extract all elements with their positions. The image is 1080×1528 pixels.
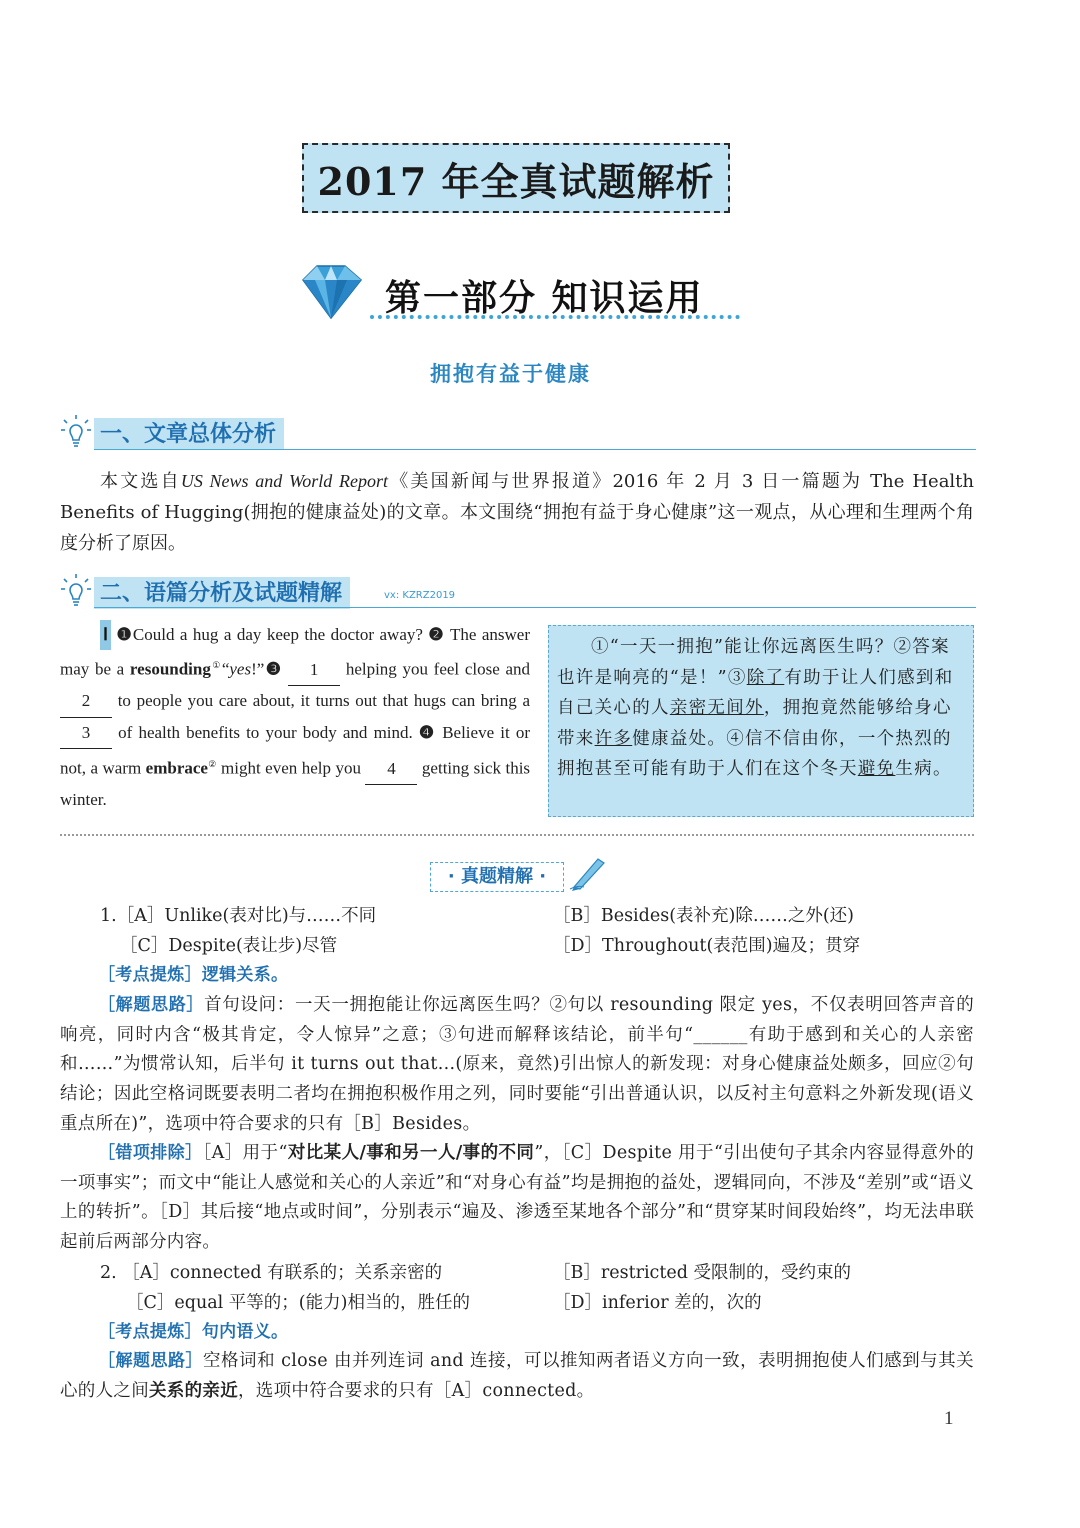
passage-translation-box: ①“一天一拥抱”能让你远离医生吗？②答案也许是响亮的“是！”③除了有助于让人们感到和自己关心的人亲密无间外，拥抱竟然能够给身心带来许多健康益处。④信不信由你，一个热烈的拥抱甚至可能有助于人们在这个冬天避免生病。 (548, 625, 974, 817)
q1-reasoning: ［解题思路］首句设问：一天一拥抱能让你远离医生吗？②句以 resounding 限定 yes，不仅表明回答声音的响亮，同时内含“极其肯定，令人惊异”之意；③句进而解释该结论，前半句“______有助于感到和关心的人亲密和……”为惯常认知，后半句 it turns out that...(原来，竟然)引出惊人的新发现：对身心健康益处颇多，回应②句结论；因此空格词既要表明二者均在拥抱积极作用之列，同时要能“引出普通认识，以反衬主句意料之外新发现(语义重点所在)”，选项中符合要求的只有［B］Besides。 (60, 995, 974, 1134)
q2-option-d: ［D］inferior 差的，次的 (553, 1293, 762, 1313)
pen-icon (568, 855, 608, 891)
section-rule (94, 449, 976, 450)
passage-english: Ⅰ ❶Could a hug a day keep the doctor away? ❷ The answer may be a resounding①“yes!”❸ 1 helping you feel close and 2 to people you care about, it turns out that hugs can bring a 3 of health benefits to your body and mind. ❹ Believe it or not, a warm embrace② might even help you 4 getting sick this winter. (60, 620, 530, 816)
blank-2: 2 (60, 686, 112, 717)
q1-option-c: ［C］Despite(表让步)尽管 (120, 936, 338, 956)
page-number: 1 (944, 1408, 954, 1429)
q2-option-a: 2. ［A］connected 有联系的；关系亲密的 (100, 1263, 443, 1283)
chapter-title: 2017 年全真试题解析 (317, 158, 715, 204)
q1-option-d: ［D］Throughout(表范围)遍及；贯穿 (553, 936, 861, 956)
section-heading-analysis: 二、语篇分析及试题精解 (94, 577, 350, 609)
q1-elimination: ［错项排除］［A］用于“对比某人/事和另一人/事的不同”，［C］Despite 用于“引出使句子其余内容显得意外的一项事实”；而文中“能让人感觉和关心的人亲近”和“对身心有益”均是拥抱的益处，逻辑同向，不涉及“差别”或“语义上的转折”。［D］其后接“地点或时间”，分别表示“遍及、渗透至某地各个部分”和“贯穿某时间段始终”，均无法串联起前后两部分内容。 (60, 1143, 974, 1253)
answers-badge: · 真题精解 · (430, 862, 564, 892)
q1-option-a: 1.［A］Unlike(表对比)与……不同 (100, 906, 377, 926)
q1-option-b: ［B］Besides(表补充)除……之外(还) (553, 906, 855, 926)
chapter-title-box (302, 143, 730, 213)
paragraph-number: Ⅰ (100, 620, 111, 650)
part-heading: 第一部分 知识运用 (385, 278, 704, 319)
q2-key-point: ［考点提炼］句内语义。 (98, 1322, 289, 1342)
lightbulb-icon (60, 414, 92, 448)
lightbulb-icon (60, 573, 92, 607)
section-rule (94, 607, 976, 608)
blank-1: 1 (288, 655, 340, 686)
q2-option-c: ［C］equal 平等的；(能力)相当的，胜任的 (126, 1293, 470, 1313)
dotted-underline (370, 315, 740, 319)
dotted-separator (60, 834, 974, 836)
blank-4: 4 (365, 754, 417, 785)
q1-key-point: ［考点提炼］逻辑关系。 (98, 965, 289, 985)
watermark: vx: KZRZ2019 (384, 590, 456, 601)
overview-paragraph: 本文选自US News and World Report《美国新闻与世界报道》2016 年 2 月 3 日一篇题为 The Health Benefits of Hugging(拥抱的健康益处)的文章。本文围绕“拥抱有益于身心健康”这一观点，从心理和生理两个角度分析了原因。 (60, 471, 975, 554)
passage-title: 拥抱有益于健康 (430, 362, 591, 386)
blank-3: 3 (60, 718, 112, 749)
q2-option-b: ［B］restricted 受限制的，受约束的 (553, 1263, 852, 1283)
section-heading-overview: 一、文章总体分析 (94, 418, 284, 450)
q2-reasoning: ［解题思路］空格词和 close 由并列连词 and 连接，可以推知两者语义方向一致，表明拥抱使人们感到与其关心的人之间关系的亲近，选项中符合要求的只有［A］connected。 (60, 1351, 974, 1401)
diamond-icon (295, 262, 367, 320)
